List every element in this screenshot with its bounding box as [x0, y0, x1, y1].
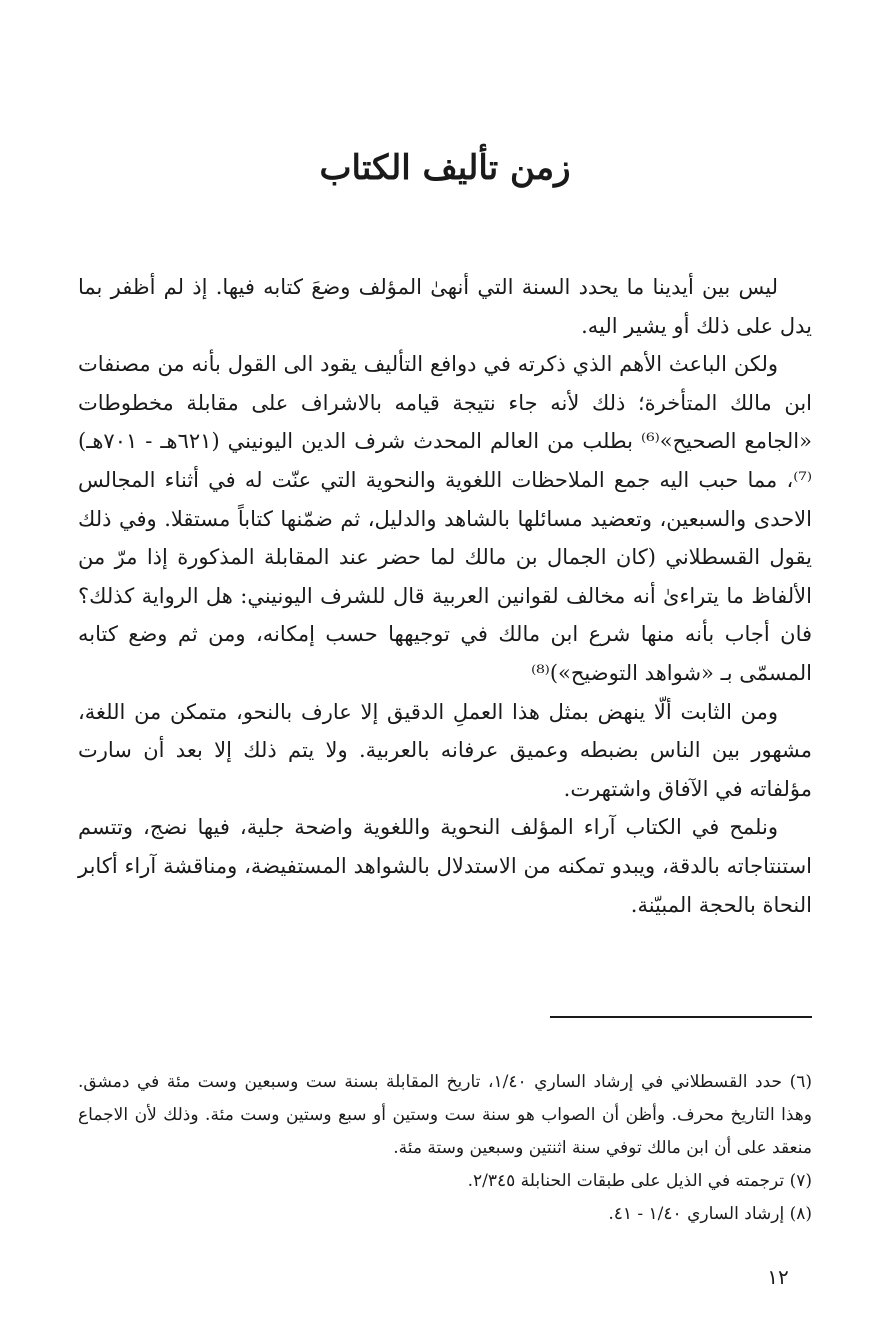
paragraph-2: ولكن الباعث الأهم الذي ذكرته في دوافع التأليف يقود الى القول بأنه من مصنفات ابن مالك المتأخرة؛ ذلك لأنه جاء نتيجة قيامه بالاشراف على مقابلة مخطوطات «الجامع الصحيح»⁽⁶⁾ بطلب من العالم المحدث شرف الدين اليونيني (٦٢١هـ - ٧٠١هـ)⁽⁷⁾، مما حبب اليه جمع الملاحظات اللغوية والنحوية التي عنّت له في أثناء المجالس الاحدى والسبعين، وتعضيد مسائلها بالشاهد والدليل، ثم ضمّنها كتاباً مستقلا. وفي ذلك يقول القسطلاني (كان الجمال بن مالك لما حضر عند المقابلة المذكورة إذا مرّ من الألفاظ ما يتراءىٰ أنه مخالف لقوانين العربية قال للشرف اليونيني: هل الرواية كذلك؟ فان أجاب بأنه منها شرع ابن مالك في توجيهها حسب إمكانه، ومن ثم وضع كتابه المسمّى بـ «شواهد التوضيح»)⁽⁸⁾ [78, 352, 812, 685]
paragraph-4: ونلمح في الكتاب آراء المؤلف النحوية واللغوية واضحة جلية، فيها نضج، وتتسم استنتاجاته بالدقة، ويبدو تمكنه من الاستدلال بالشواهد المستفيضة، ومناقشة آراء أكابر النحاة بالحجة المبيّنة. [78, 815, 812, 917]
main-text [78, 268, 812, 924]
paragraph-1: ليس بين أيدينا ما يحدد السنة التي أنهىٰ المؤلف وضعَ كتابه فيها. إذ لم أظفر بما يدل على ذلك أو يشير اليه. [78, 275, 812, 338]
page-number: ١٢ [767, 1265, 789, 1289]
footnote-divider [550, 1016, 812, 1018]
footnote-6: (٦) حدد القسطلاني في إرشاد الساري ١/٤٠، تاريخ المقابلة بسنة ست وسبعين وست مئة في دمشق. وهذا التاريخ محرف. وأظن أن الصواب هو سنة ست وستين أو سبع وستين وست مئة. وذلك لأن الاجماع منعقد على أن ابن مالك توفي سنة اثنتين وسبعين وستة مئة. [78, 1072, 812, 1158]
chapter-title: زمن تأليف الكتاب [319, 148, 571, 188]
footnote-7: (٧) ترجمته في الذيل على طبقات الحنابلة ٢/٣٤٥. [467, 1171, 812, 1191]
footnote-8: (٨) إرشاد الساري ١/٤٠ - ٤١. [608, 1204, 812, 1224]
paragraph-3: ومن الثابت ألّا ينهض بمثل هذا العملِ الدقيق إلا عارف بالنحو، متمكن من اللغة، مشهور بين الناس بضبطه وعميق عرفانه بالعربية. ولا يتم ذلك إلا بعد أن سارت مؤلفاته في الآفاق واشتهرت. [78, 699, 812, 801]
footnotes [78, 1066, 812, 1231]
